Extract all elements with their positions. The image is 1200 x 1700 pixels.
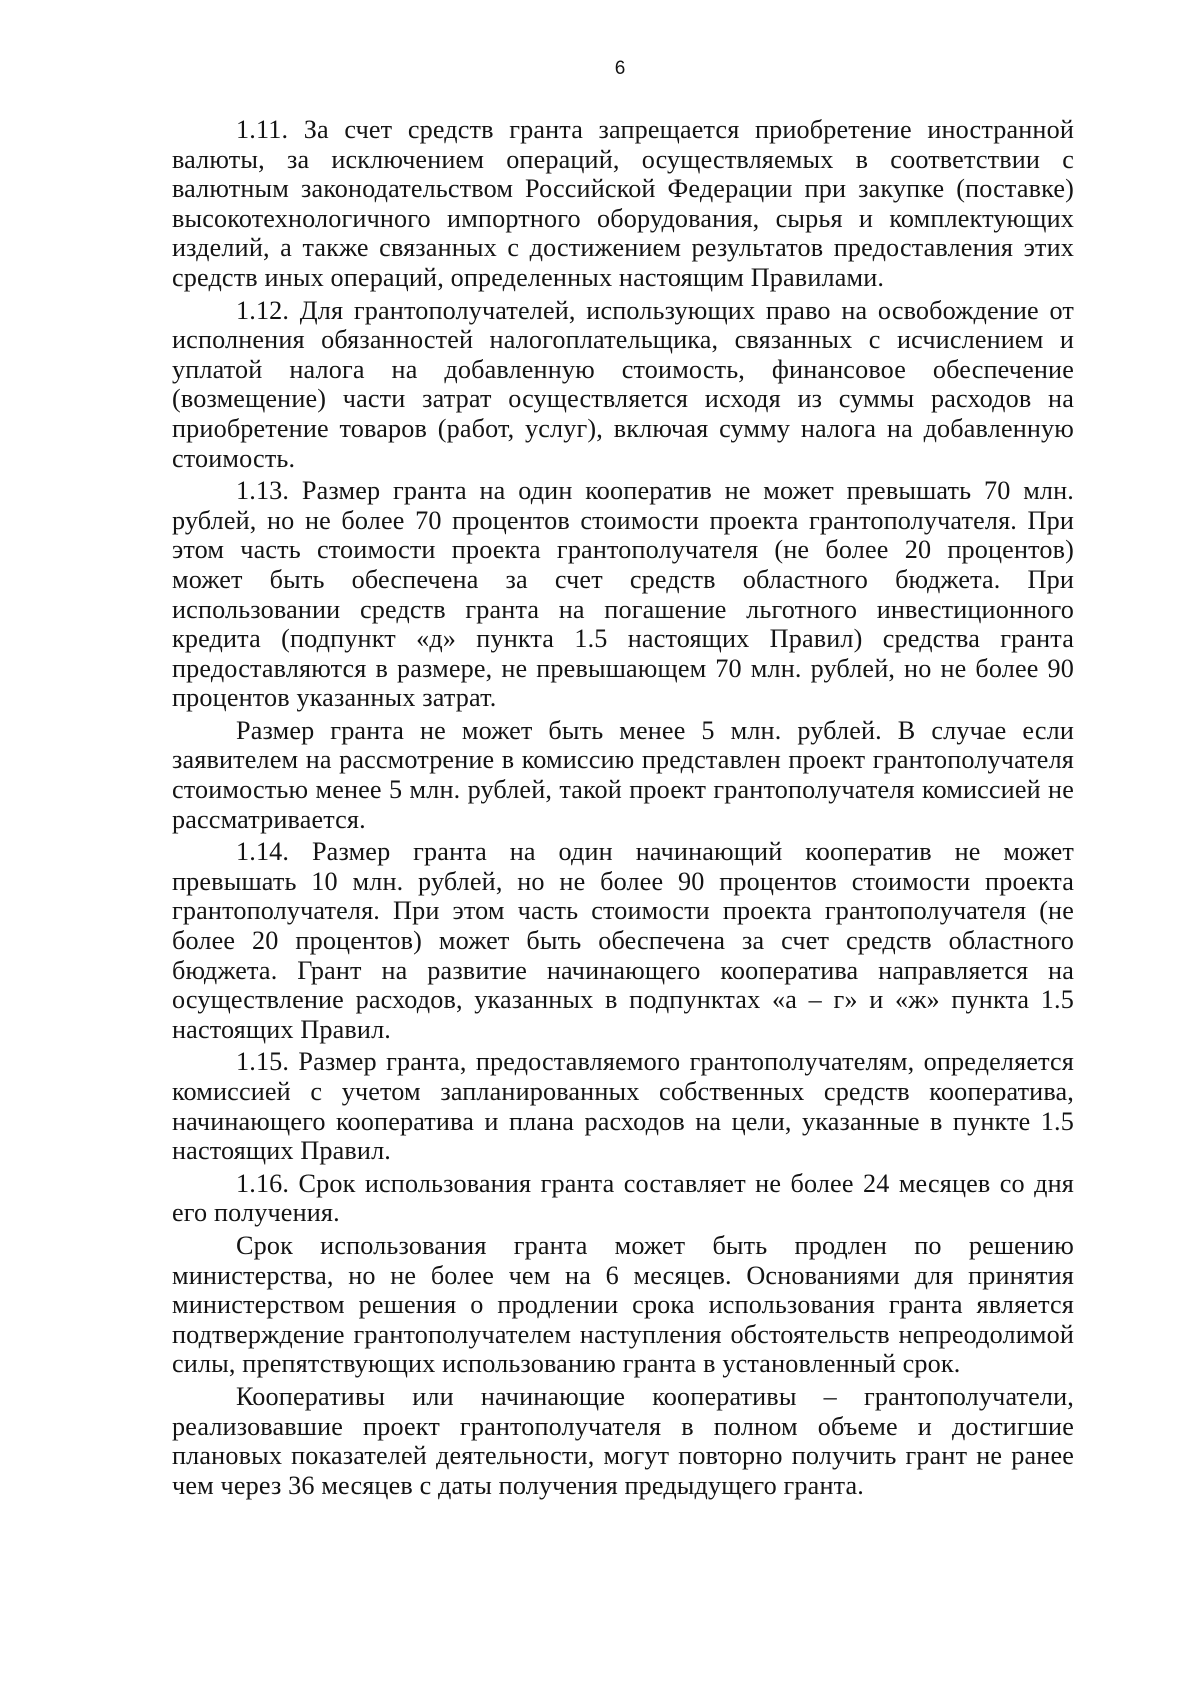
- paragraph-term-extension: Срок использования гранта может быть продлен по решению министерства, но не более чем на 6 месяцев. Основаниями для принятия министерством решения о продлении срока использования гранта является подтверждение грантополучателем наступления обстоятельств непреодолимой силы, препятствующих использованию гранта в установленный срок.: [172, 1230, 1074, 1379]
- page-number: 6: [614, 58, 626, 79]
- paragraph-1-12: 1.12. Для грантополучателей, использующих право на освобождение от исполнения обязанностей налогоплательщика, связанных с исчислением и уплатой налога на добавленную стоимость, финансовое обеспечение (возмещение) части затрат осуществляется исходя из суммы расходов на приобретение товаров (работ, услуг), включая сумму налога на добавленную стоимость.: [172, 295, 1074, 473]
- document-body: [172, 115, 1074, 1503]
- paragraph-1-13: 1.13. Размер гранта на один кооператив не может превышать 70 млн. рублей, но не более 70 процентов стоимости проекта грантополучателя. При этом часть стоимости проекта грантополучателя (не более 20 процентов) может быть обеспечена за счет средств областного бюджета. При использовании средств гранта на погашение льготного инвестиционного кредита (подпункт «д» пункта 1.5 настоящих Правил) средства гранта предоставляются в размере, не превышающем 70 млн. рублей, но не более 90 процентов указанных затрат.: [172, 476, 1074, 713]
- paragraph-repeat-grant: Кооперативы или начинающие кооперативы – грантополучатели, реализовавшие проект грантополучателя в полном объеме и достигшие плановых показателей деятельности, могут повторно получить грант не ранее чем через 36 месяцев с даты получения предыдущего гранта.: [172, 1381, 1074, 1500]
- paragraph-1-16: 1.16. Срок использования гранта составляет не более 24 месяцев со дня его получения.: [172, 1168, 1074, 1228]
- paragraph-1-15: 1.15. Размер гранта, предоставляемого грантополучателям, определяется комиссией с учетом запланированных собственных средств кооператива, начинающего кооператива и плана расходов на цели, указанные в пункте 1.5 настоящих Правил.: [172, 1047, 1074, 1166]
- paragraph-grant-minimum: Размер гранта не может быть менее 5 млн. рублей. В случае если заявителем на рассмотрение в комиссию представлен проект грантополучателя стоимостью менее 5 млн. рублей, такой проект грантополучателя комиссией не рассматривается.: [172, 715, 1074, 834]
- paragraph-1-14: 1.14. Размер гранта на один начинающий кооператив не может превышать 10 млн. рублей, но не более 90 процентов стоимости проекта грантополучателя. При этом часть стоимости проекта грантополучателя (не более 20 процентов) может быть обеспечена за счет средств областного бюджета. Грант на развитие начинающего кооператива направляется на осуществление расходов, указанных в подпунктах «а – г» и «ж» пункта 1.5 настоящих Правил.: [172, 837, 1074, 1044]
- paragraph-1-11: 1.11. За счет средств гранта запрещается приобретение иностранной валюты, за исключением операций, осуществляемых в соответствии с валютным законодательством Российской Федерации при закупке (поставке) высокотехнологичного импортного оборудования, сырья и комплектующих изделий, а также связанных с достижением результатов предоставления этих средств иных операций, определенных настоящим Правилами.: [172, 115, 1074, 292]
